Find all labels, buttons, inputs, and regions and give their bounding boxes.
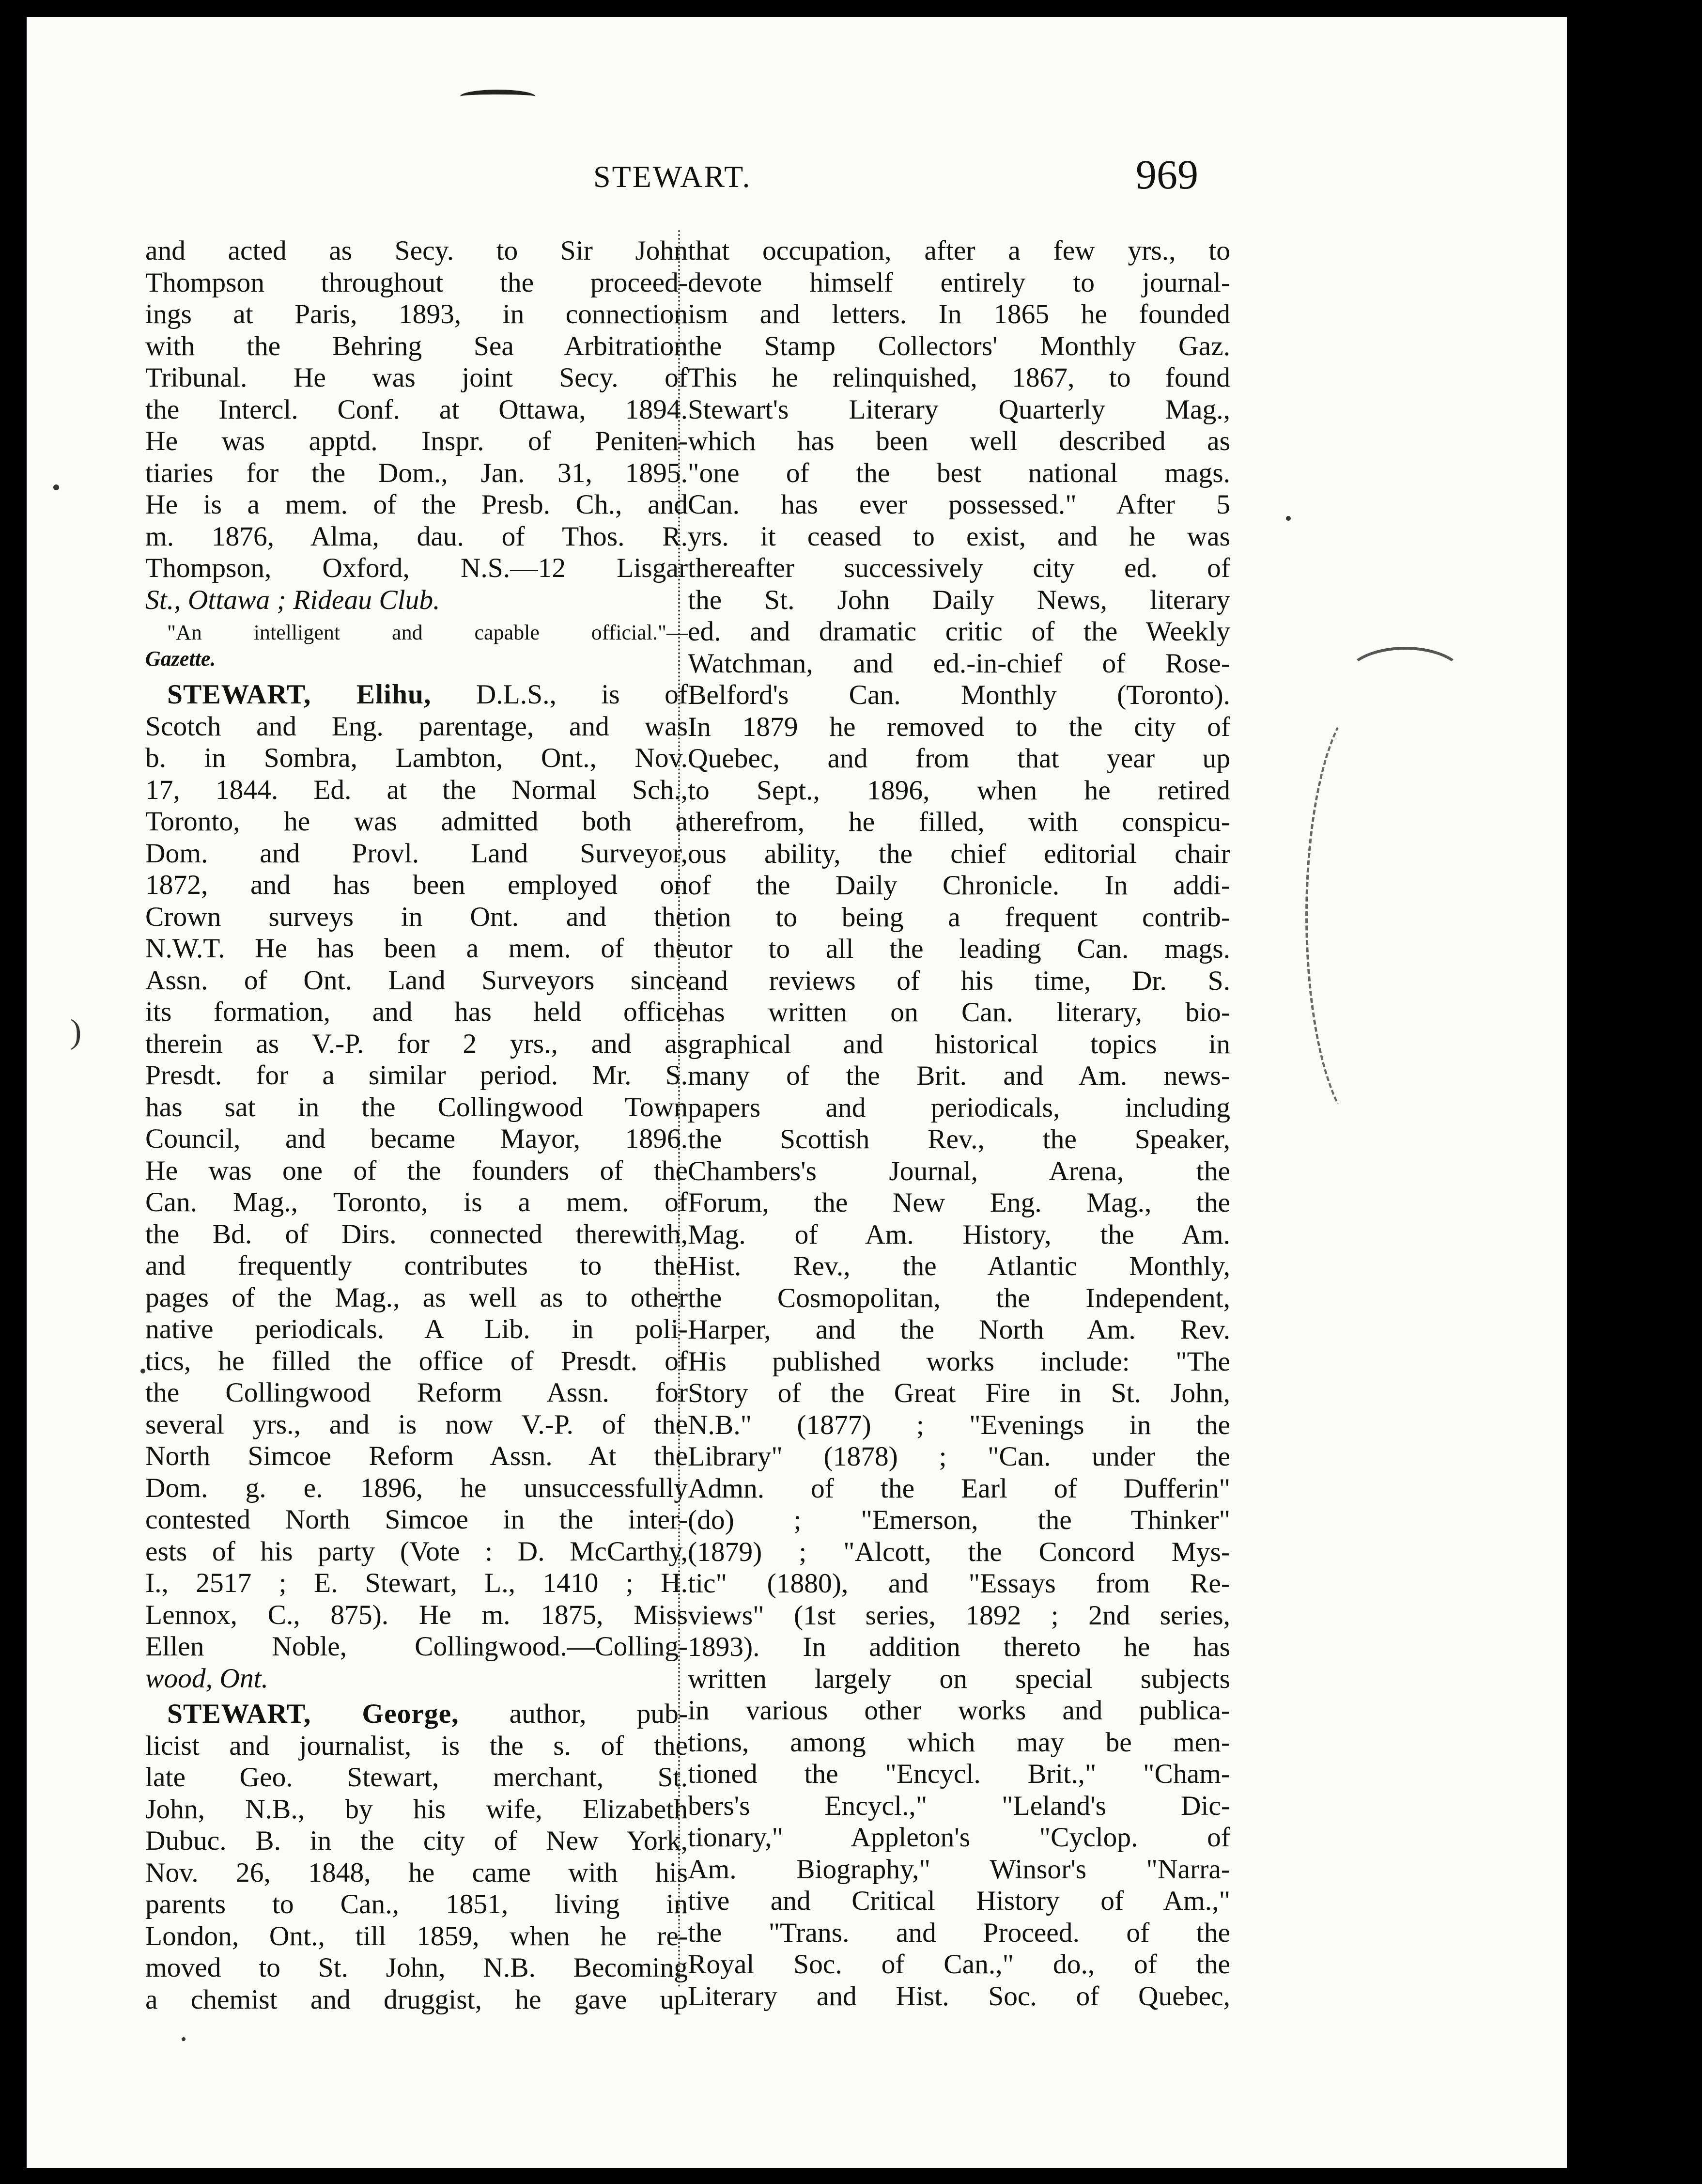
text-line: and reviews of his time, Dr. S. (688, 965, 1230, 996)
text-line: (1879) ; "Alcott, the Concord Mys- (688, 1536, 1230, 1567)
text-line: Dubuc. B. in the city of New York, (145, 1825, 688, 1856)
text-line: parents to Can., 1851, living in (145, 1889, 688, 1919)
text-line: Dom. g. e. 1896, he unsuccessfully (145, 1472, 688, 1503)
text-line: N.W.T. He has been a mem. of the (145, 933, 688, 964)
text-line: Watchman, and ed.-in-chief of Rose- (688, 648, 1230, 679)
ink-speck (53, 484, 59, 490)
text-line: Can. has ever possessed." After 5 (688, 489, 1230, 520)
text-line: devote himself entirely to journal- (688, 267, 1230, 298)
text-line: His published works include: "The (688, 1346, 1230, 1377)
text-line: Am. Biography," Winsor's "Narra- (688, 1854, 1230, 1885)
text-line: licist and journalist, is the s. of the (145, 1730, 688, 1761)
ink-speck (1286, 516, 1291, 521)
entry-first-line-rest: D.L.S., is of (431, 679, 688, 710)
text-line: ed. and dramatic critic of the Weekly (688, 616, 1230, 647)
text-line: ism and letters. In 1865 he founded (688, 299, 1230, 329)
text-line: has sat in the Collingwood Town (145, 1092, 688, 1123)
text-line: Assn. of Ont. Land Surveyors since (145, 965, 688, 996)
text-line: ests of his party (Vote : D. McCarthy, (145, 1536, 688, 1567)
text-line: the Collingwood Reform Assn. for (145, 1377, 688, 1408)
text-line: therefrom, he filled, with conspicu- (688, 807, 1230, 837)
text-line: thereafter successively city ed. of (688, 553, 1230, 583)
text-line: papers and periodicals, including (688, 1092, 1230, 1123)
text-line: 1893). In addition thereto he has (688, 1632, 1230, 1662)
text-line: Admn. of the Earl of Dufferin" (688, 1473, 1230, 1504)
text-line: late Geo. Stewart, merchant, St. (145, 1762, 688, 1793)
text-line: Mag. of Am. History, the Am. (688, 1219, 1230, 1250)
text-line: Hist. Rev., the Atlantic Monthly, (688, 1251, 1230, 1281)
text-line: I., 2517 ; E. Stewart, L., 1410 ; H. (145, 1568, 688, 1598)
text-line: yrs. it ceased to exist, and he was (688, 521, 1230, 552)
text-line: the Cosmopolitan, the Independent, (688, 1282, 1230, 1313)
text-line: contested North Simcoe in the inter- (145, 1504, 688, 1535)
text-line: Presdt. for a similar period. Mr. S. (145, 1060, 688, 1091)
text-line: In 1879 he removed to the city of (688, 711, 1230, 742)
text-line: bers's Encycl.," "Leland's Dic- (688, 1790, 1230, 1821)
text-line: m. 1876, Alma, dau. of Thos. R. (145, 521, 688, 552)
text-line: Royal Soc. of Can.," do., of the (688, 1949, 1230, 1980)
text-line: of the Daily Chronicle. In addi- (688, 870, 1230, 901)
text-line: He is a mem. of the Presb. Ch., and (145, 489, 688, 520)
text-line: tive and Critical History of Am.," (688, 1886, 1230, 1916)
margin-mark: ) (70, 1013, 82, 1050)
text-line: Stewart's Literary Quarterly Mag., (688, 394, 1230, 425)
left-column (145, 235, 688, 2015)
text-line: (do) ; "Emerson, the Thinker" (688, 1505, 1230, 1535)
text-line: tic" (1880), and "Essays from Re- (688, 1568, 1230, 1599)
entry-elihu-stewart (145, 679, 688, 1694)
text-line: Literary and Hist. Soc. of Quebec, (688, 1981, 1230, 2012)
entry-first-line-rest: author, pub- (459, 1699, 688, 1729)
text-line: N.B." (1877) ; "Evenings in the (688, 1409, 1230, 1440)
entry-first-line (145, 679, 688, 711)
text-line: Belford's Can. Monthly (Toronto). (688, 680, 1230, 710)
top-ink-mark (460, 90, 535, 103)
text-line: Nov. 26, 1848, he came with his (145, 1857, 688, 1888)
text-line: the Stamp Collectors' Monthly Gaz. (688, 330, 1230, 361)
text-line: St., Ottawa ; Rideau Club. (145, 584, 440, 615)
text-line: tics, he filled the office of Presdt. of (145, 1345, 688, 1376)
text-line: tionary," Appleton's "Cyclop. of (688, 1822, 1230, 1853)
text-line: ings at Paris, 1893, in connection (145, 299, 688, 329)
quote-source: Gazette. (145, 647, 216, 671)
text-line: 17, 1844. Ed. at the Normal Sch., (145, 774, 688, 805)
text-line: which has been well described as (688, 426, 1230, 456)
right-column (688, 235, 1230, 2012)
text-line: tions, among which may be men- (688, 1727, 1230, 1758)
text-line: Ellen Noble, Collingwood.—Colling- (145, 1631, 688, 1662)
entry-continuation (145, 235, 688, 616)
text-line: Quebec, and from that year up (688, 743, 1230, 774)
text-line: graphical and historical topics in (688, 1029, 1230, 1060)
text-line: views" (1st series, 1892 ; 2nd series, (688, 1600, 1230, 1631)
text-line: wood, Ont. (145, 1663, 268, 1694)
ink-speck (140, 1369, 145, 1373)
text-line: Library" (1878) ; "Can. under the (688, 1441, 1230, 1472)
text-line: Toronto, he was admitted both a (145, 806, 688, 837)
text-line: Tribunal. He was joint Secy. of (145, 362, 688, 393)
page-crease-mark (1305, 695, 1436, 1136)
text-line: moved to St. John, N.B. Becoming (145, 1952, 688, 1983)
text-line: in various other works and publica- (688, 1695, 1230, 1726)
text-line: Story of the Great Fire in St. John, (688, 1378, 1230, 1408)
text-line: Thompson, Oxford, N.S.—12 Lisgar (145, 553, 688, 583)
text-line: b. in Sombra, Lambton, Ont., Nov. (145, 743, 688, 773)
text-line: Scotch and Eng. parentage, and was (145, 711, 688, 742)
text-line: North Simcoe Reform Assn. At the (145, 1441, 688, 1471)
text-line: therein as V.-P. for 2 yrs., and as (145, 1028, 688, 1059)
text-line: tion to being a frequent contrib- (688, 902, 1230, 933)
text-line: the Scottish Rev., the Speaker, (688, 1124, 1230, 1154)
text-line: a chemist and druggist, he gave up (145, 1984, 688, 2015)
text-line: London, Ont., till 1859, when he re- (145, 1920, 688, 1951)
text-line: tioned the "Encycl. Brit.," "Cham- (688, 1759, 1230, 1789)
text-line: "one of the best national mags. (688, 457, 1230, 488)
text-line: has written on Can. literary, bio- (688, 997, 1230, 1028)
entry-first-line (145, 1698, 688, 1730)
page-number: 969 (1136, 151, 1198, 198)
text-line: Lennox, C., 875). He m. 1875, Miss (145, 1599, 688, 1630)
ink-speck (182, 2037, 186, 2041)
text-line: and acted as Secy. to Sir John (145, 235, 688, 266)
text-line: Chambers's Journal, Arena, the (688, 1155, 1230, 1186)
text-line: pages of the Mag., as well as to other (145, 1282, 688, 1313)
press-quote (145, 620, 688, 672)
text-line: the St. John Daily News, literary (688, 584, 1230, 615)
text-line: utor to all the leading Can. mags. (688, 934, 1230, 964)
book-page (27, 17, 1567, 2168)
text-line: its formation, and has held office (145, 997, 688, 1027)
text-line: written largely on special subjects (688, 1663, 1230, 1694)
running-head: STEWART. (593, 159, 752, 194)
text-line: John, N.B., by his wife, Elizabeth (145, 1794, 688, 1825)
text-line: that occupation, after a few yrs., to (688, 235, 1230, 266)
page-header (27, 150, 1238, 203)
text-line: Thompson throughout the proceed- (145, 267, 688, 298)
text-line: tiaries for the Dom., Jan. 31, 1895. (145, 457, 688, 488)
text-line: many of the Brit. and Am. news- (688, 1061, 1230, 1091)
text-line: He was one of the founders of the (145, 1155, 688, 1186)
text-line: Harper, and the North Am. Rev. (688, 1314, 1230, 1345)
text-line: several yrs., and is now V.-P. of the (145, 1409, 688, 1440)
text-line: Council, and became Mayor, 1896. (145, 1123, 688, 1154)
text-line: Can. Mag., Toronto, is a mem. of (145, 1187, 688, 1217)
text-line: Crown surveys in Ont. and the (145, 901, 688, 932)
text-line: ous ability, the chief editorial chair (688, 838, 1230, 869)
text-line: and frequently contributes to the (145, 1250, 688, 1281)
text-line: to Sept., 1896, when he retired (688, 775, 1230, 806)
text-line: Dom. and Provl. Land Surveyor, (145, 838, 688, 869)
text-line: This he relinquished, 1867, to found (688, 362, 1230, 393)
text-line: native periodicals. A Lib. in poli- (145, 1314, 688, 1344)
text-line: the Intercl. Conf. at Ottawa, 1894. (145, 394, 688, 425)
entry-name: STEWART, Elihu, (167, 679, 432, 710)
entry-name: STEWART, George, (167, 1699, 459, 1729)
quote-text: "An intelligent and capable official."— (167, 621, 688, 644)
text-line: with the Behring Sea Arbitration (145, 330, 688, 361)
entry-george-stewart (145, 1698, 688, 2015)
text-line: the "Trans. and Proceed. of the (688, 1917, 1230, 1948)
text-line: the Bd. of Dirs. connected therewith, (145, 1218, 688, 1249)
text-line: 1872, and has been employed on (145, 870, 688, 900)
text-line: Forum, the New Eng. Mag., the (688, 1187, 1230, 1218)
text-line: He was apptd. Inspr. of Peniten- (145, 426, 688, 456)
